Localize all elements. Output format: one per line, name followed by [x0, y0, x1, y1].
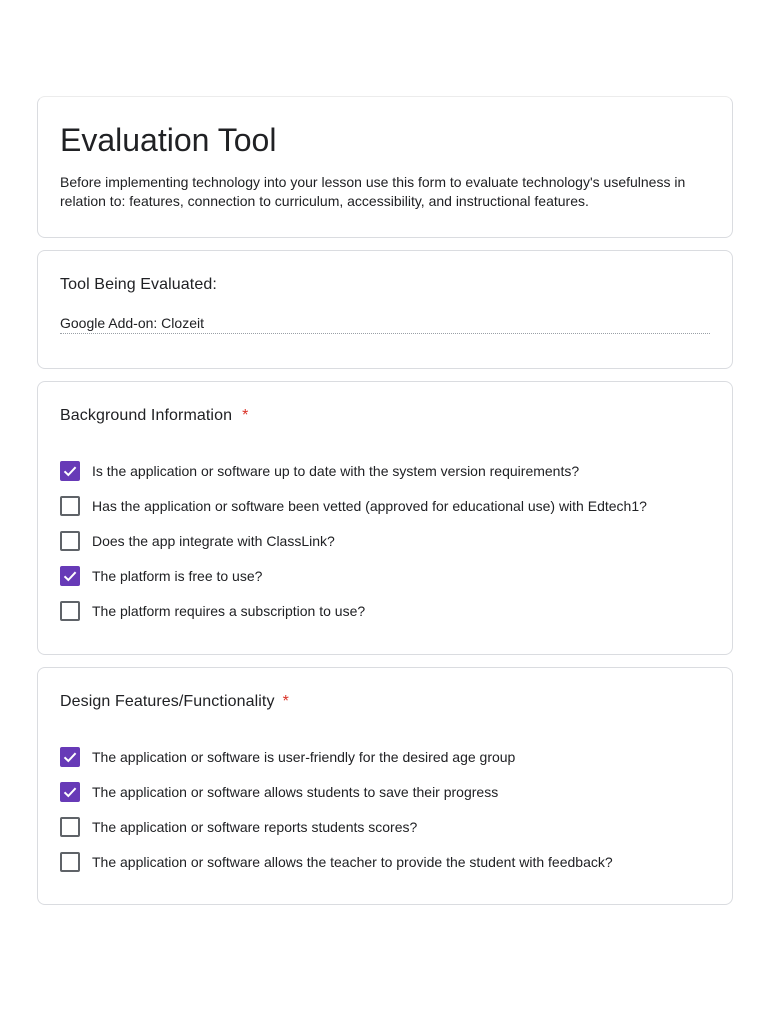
question-title-text: Background Information	[60, 407, 233, 424]
checkbox[interactable]	[60, 601, 80, 621]
checkbox-label: Has the application or software been vetted (approved for educational use) with Edtech1?	[92, 497, 647, 514]
checkbox[interactable]	[60, 747, 80, 767]
checkbox-option[interactable]	[60, 523, 710, 558]
required-asterisk: *	[242, 407, 249, 424]
checkbox[interactable]	[60, 531, 80, 551]
checkbox-label: Does the app integrate with ClassLink?	[92, 532, 335, 549]
checkmark-icon	[62, 784, 78, 800]
required-asterisk: *	[282, 693, 289, 710]
checkbox-option[interactable]	[60, 558, 710, 593]
checkbox[interactable]	[60, 496, 80, 516]
form-header-card	[37, 96, 733, 238]
checkbox-option[interactable]	[60, 844, 710, 879]
checkbox-option[interactable]	[60, 739, 710, 774]
checkbox-label: The platform requires a subscription to use?	[92, 602, 366, 619]
question-title	[60, 692, 710, 712]
checkbox-label: The application or software allows the teacher to provide the student with feedback?	[92, 853, 613, 870]
checkbox[interactable]	[60, 852, 80, 872]
checkbox-label: The application or software allows students to save their progress	[92, 783, 499, 800]
form-title: Evaluation Tool	[60, 122, 277, 158]
checkbox-label: Is the application or software up to date with the system version requirements?	[92, 462, 580, 479]
checkbox-group	[60, 453, 710, 628]
checkbox-option[interactable]	[60, 774, 710, 809]
checkbox[interactable]	[60, 782, 80, 802]
question-title: Tool Being Evaluated:	[60, 276, 217, 293]
checkbox-label: The platform is free to use?	[92, 567, 263, 584]
question-card-design	[37, 667, 733, 905]
question-card-tool	[37, 250, 733, 369]
form-description: Before implementing technology into your lesson use this form to evaluate technology's usefulness in relation to: features, connection to curriculum, accessibility, and instructional features.	[60, 174, 686, 209]
checkbox-option[interactable]	[60, 809, 710, 844]
checkbox[interactable]	[60, 566, 80, 586]
checkbox[interactable]	[60, 461, 80, 481]
checkbox-option[interactable]	[60, 488, 710, 523]
checkbox-group	[60, 739, 710, 879]
question-title-text: Design Features/Functionality	[60, 693, 275, 710]
checkbox[interactable]	[60, 817, 80, 837]
tool-answer-field[interactable]: Google Add-on: Clozeit	[60, 313, 710, 334]
checkmark-icon	[62, 463, 78, 479]
question-title	[60, 406, 710, 426]
checkbox-option[interactable]	[60, 453, 710, 488]
checkbox-label: The application or software is user-friendly for the desired age group	[92, 748, 516, 765]
checkmark-icon	[62, 749, 78, 765]
checkbox-option[interactable]	[60, 593, 710, 628]
question-card-background	[37, 381, 733, 655]
form-container	[37, 96, 733, 917]
checkmark-icon	[62, 568, 78, 584]
checkbox-label: The application or software reports students scores?	[92, 818, 418, 835]
